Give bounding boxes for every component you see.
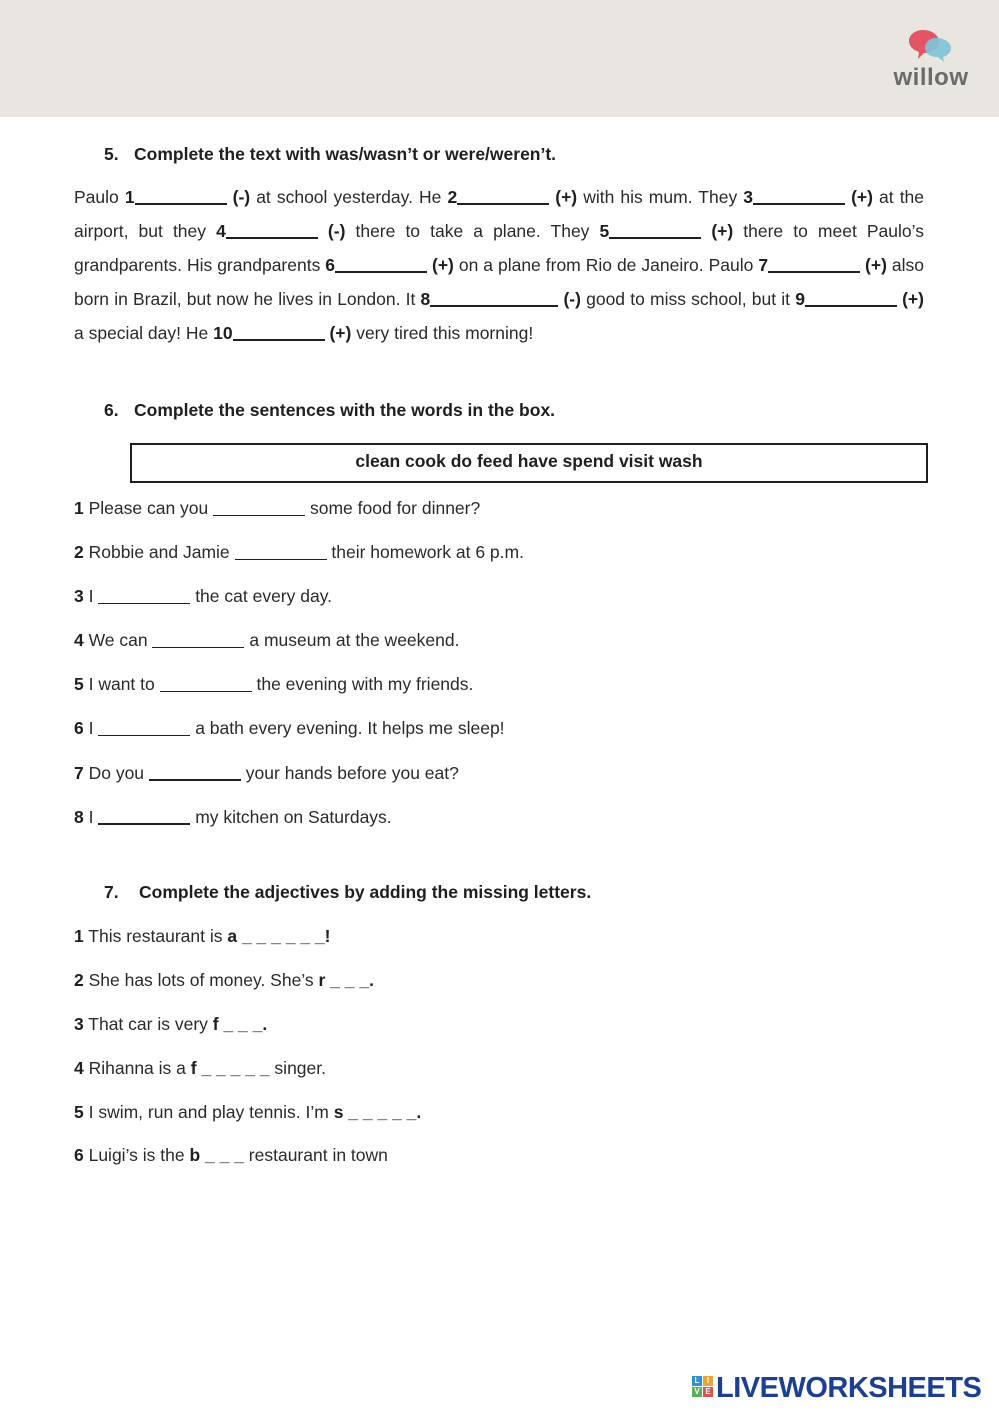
gap-6-3[interactable]: [98, 585, 190, 604]
header-band: [0, 0, 999, 117]
section-6-item-5: 5 I want to the evening with my friends.: [74, 674, 474, 694]
word-box: clean cook do feed have spend visit wash: [130, 443, 928, 483]
liveworksheets-logo: [692, 1372, 992, 1404]
section-7-item-5: 5 I swim, run and play tennis. I’m s _ _ _ _ _.: [74, 1102, 422, 1122]
answer-blank-9[interactable]: [805, 287, 897, 307]
answer-blank-10[interactable]: [233, 321, 325, 341]
letters-hint-4[interactable]: f _ _ _ _ _: [190, 1058, 270, 1078]
gap-6-7[interactable]: [149, 761, 241, 781]
answer-blank-5[interactable]: [609, 219, 701, 239]
gap-6-2[interactable]: [235, 541, 327, 560]
section-7-heading: 7. Complete the adjectives by adding the missing letters.: [104, 882, 592, 902]
answer-blank-2[interactable]: [457, 185, 549, 205]
section-6-item-4: 4 We can a museum at the weekend.: [74, 630, 460, 650]
letters-hint-3[interactable]: f _ _ _.: [212, 1014, 268, 1034]
gap-6-8[interactable]: [98, 805, 190, 825]
section-5-paragraph: Paulo 1 (-) at school yesterday. He 2 (+) with his mum. They 3 (+) at the airport, but they 4 (-) there to take a plane. They 5 (+) there to meet Paulo’s grandparents. His grandparents 6 (+) on a plane from Rio de Janeiro. Paulo 7 (+) also born in Brazil, but now he lives in London. It 8 (-) good to miss school, but it 9 (+) a special day! He 10 (+) very tired this morning!: [74, 187, 925, 343]
section-7-item-1: 1 This restaurant is a _ _ _ _ _ _!: [74, 926, 331, 946]
answer-blank-6[interactable]: [335, 253, 427, 273]
speech-bubbles-icon: [909, 28, 953, 62]
gap-6-1[interactable]: [213, 497, 305, 516]
liveworksheets-text: LIVEWORKSHEETS: [716, 1372, 982, 1404]
section-5-number: 5.: [104, 144, 119, 164]
answer-blank-7[interactable]: [768, 253, 860, 273]
section-6-item-3: 3 I the cat every day.: [74, 586, 333, 606]
letters-hint-1[interactable]: a _ _ _ _ _ _!: [227, 926, 331, 946]
section-6-number: 6.: [104, 400, 119, 420]
answer-blank-8[interactable]: [430, 287, 558, 307]
section-6-item-8: 8 I my kitchen on Saturdays.: [74, 807, 392, 827]
answer-blank-4[interactable]: [226, 219, 318, 239]
section-7-number: 7.: [104, 882, 119, 902]
section-6-item-6: 6 I a bath every evening. It helps me sleep!: [74, 718, 505, 738]
answer-blank-1[interactable]: [135, 185, 227, 205]
letters-hint-5[interactable]: s _ _ _ _ _.: [333, 1102, 422, 1122]
section-6-heading: 6. Complete the sentences with the words in the box.: [104, 400, 556, 420]
liveworksheets-grid-icon: L I V E: [692, 1376, 714, 1398]
section-7-item-3: 3 That car is very f _ _ _.: [74, 1014, 268, 1034]
section-6-item-1: 1 Please can you some food for dinner?: [74, 498, 481, 518]
logo-text: willow: [893, 64, 969, 91]
section-7-item-2: 2 She has lots of money. She’s r _ _ _.: [74, 970, 374, 990]
willow-logo: [891, 28, 971, 94]
section-6-item-7: 7 Do you your hands before you eat?: [74, 763, 459, 783]
letters-hint-2[interactable]: r _ _ _.: [318, 970, 374, 990]
gap-6-5[interactable]: [160, 673, 252, 692]
section-7-item-6: 6 Luigi’s is the b _ _ _ restaurant in town: [74, 1145, 388, 1165]
letters-hint-6[interactable]: b _ _ _: [189, 1145, 244, 1165]
section-7-item-4: 4 Rihanna is a f _ _ _ _ _ singer.: [74, 1058, 326, 1078]
gap-6-4[interactable]: [152, 629, 244, 648]
gap-6-6[interactable]: [98, 717, 190, 736]
answer-blank-3[interactable]: [753, 185, 845, 205]
section-5-heading: 5. Complete the text with was/wasn’t or were/weren’t.: [104, 144, 557, 164]
section-6-item-2: 2 Robbie and Jamie their homework at 6 p.m.: [74, 542, 524, 562]
